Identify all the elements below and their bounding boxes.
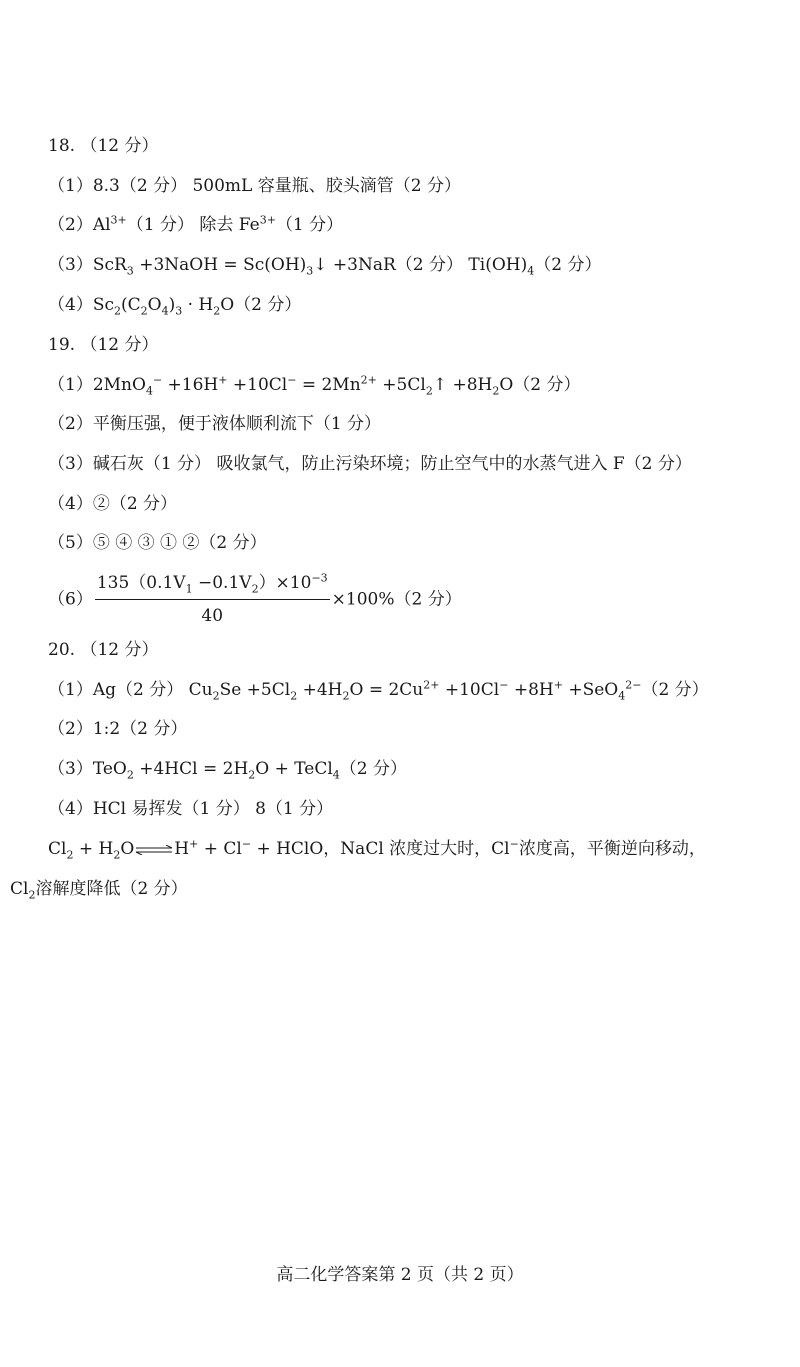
q20-part-4: （4）HCl 易挥发（1 分） 8（1 分） xyxy=(48,799,334,819)
q19-part-2: （2）平衡压强，便于液体顺利流下（1 分） xyxy=(48,414,382,434)
q20-solubility-line: $Cl_2$溶解度降低（2 分） xyxy=(10,879,188,902)
q19-part-4: （4）②（2 分） xyxy=(48,494,178,514)
yield-fraction xyxy=(95,570,330,629)
q19-part-6: （6） $\frac{135(0.1V_1 -0.1V_2)\times 10^{-3}}{40}$ ×100%（2 分） xyxy=(48,570,462,629)
q18-title: 18. （12 分） xyxy=(48,136,159,156)
q20-part-2: （2）1:2（2 分） xyxy=(48,719,188,739)
q18-part-1: （1）8.3（2 分） 500mL 容量瓶、胶头滴管（2 分） xyxy=(48,176,461,196)
q18-part-2: $(2)Al^{3+}(1$ 分） 除去 $Fe^{3+}(1$ 分） xyxy=(48,213,344,235)
q20-part-1: （1）Ag（2 分） $Cu_2Se +5Cl_2 +4H_2O = 2Cu^{2+} +10Cl^- +8H^+ +SeO_4^{2-}(2$ 分） xyxy=(48,678,709,703)
q19-part-5: （5）⑤ ④ ③ ① ②（2 分） xyxy=(48,533,267,553)
page-footer: 高二化学答案第 2 页（共 2 页） xyxy=(276,1265,524,1285)
q20-part-3: $(3)TeO_2 +4HCl = 2H_2O$ + TeCl$_4$（2 分） xyxy=(48,759,408,782)
equilibrium-arrow-icon xyxy=(134,845,174,855)
q20-title: 20. （12 分） xyxy=(48,640,159,660)
q18-part-3: （3）ScR$_3$ +3NaOH = $Sc(OH)_3↓ +3NaR(2$ 分） $Ti(OH)_4(2$ 分） xyxy=(48,255,602,278)
fraction-denominator: 40 xyxy=(201,606,224,626)
q19-part-1: $(1)2MnO_4^- +16H^+ +10Cl^- = 2Mn^{2+}$ $+5Cl_2↑ +8H_2O(2$ 分） xyxy=(48,373,581,398)
q19-part-3: （3）碱石灰（1 分） 吸收氯气，防止污染环境；防止空气中的水蒸气进入 F（2 分） xyxy=(48,454,692,474)
fraction-numerator: $135(0.1V_1 -0.1V_2)\times 10^{-3}$ xyxy=(95,570,330,600)
q20-equilibrium-line: $Cl_2 + H_2O$ H+ + Cl− + HClO，NaCl 浓度过大时，Cl−浓度高，平衡逆向移动， xyxy=(48,837,706,862)
q19-title: 19. （12 分） xyxy=(48,335,159,355)
q18-part-4: $(4)Sc_2(C_2O_4)_3 \cdot H_2O(2$ 分） xyxy=(48,295,302,318)
